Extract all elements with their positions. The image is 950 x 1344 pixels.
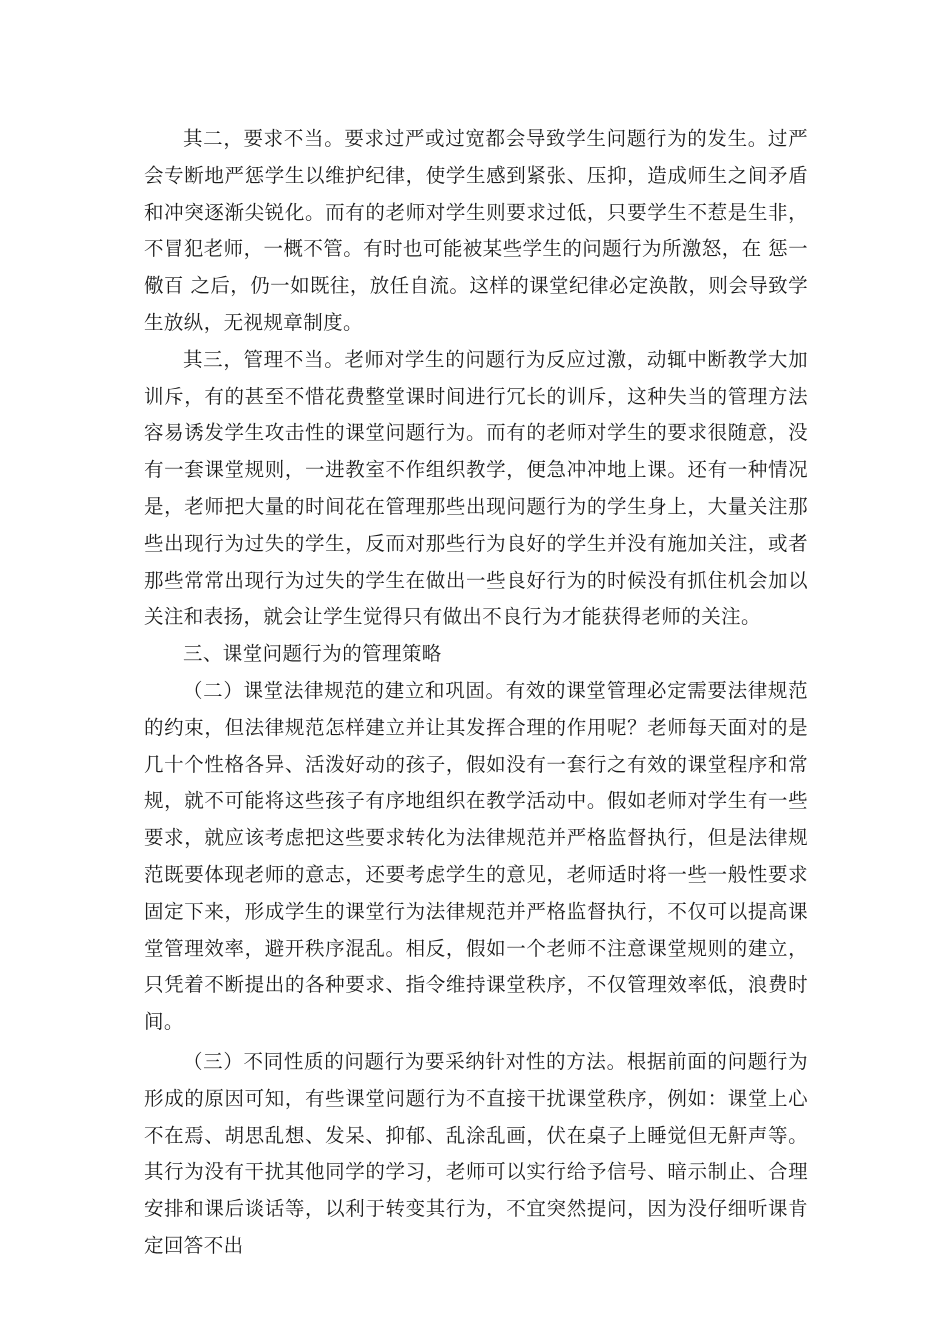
section-heading-management-strategies: 三、课堂问题行为的管理策略 xyxy=(183,642,442,666)
paragraph-targeted-methods: （三）不同性质的问题行为要采纳针对性的方法。根据前面的问题行为形成的原因可知，有些课堂问题行为不直接干扰课堂秩序，例如：课堂上心不在焉、胡思乱想、发呆、抑郁、乱涂乱画，伏在桌子上睡觉但无鼾声等。其行为没有干扰其他同学的学习，老师可以实行给予信号、暗示制止、合理安排和课后谈话等，以利于转变其行为，不宜突然提问，因为没仔细听课肯定回答不出 xyxy=(144,1049,808,1257)
paragraph-management-improper: 其三，管理不当。老师对学生的问题行为反应过激，动辄中断教学大加训斥，有的甚至不惜花费整堂课时间进行冗长的训斥，这种失当的管理方法容易诱发学生攻击性的课堂问题行为。而有的老师对学生的要求很随意，没有一套课堂规则，一进教室不作组织教学，便急冲冲地上课。还有一种情况是，老师把大量的时间花在管理那些出现问题行为的学生身上，大量关注那些出现行为过失的学生，反而对那些行为良好的学生并没有施加关注，或者那些常常出现行为过失的学生在做出一些良好行为的时候没有抓住机会加以关注和表扬，就会让学生觉得只有做出不良行为才能获得老师的关注。 xyxy=(144,347,808,629)
paragraph-requirements-improper: 其二，要求不当。要求过严或过宽都会导致学生问题行为的发生。过严会专断地严惩学生以维护纪律，使学生感到紧张、压抑，造成师生之间矛盾和冲突逐渐尖锐化。而有的老师对学生则要求过低，只要学生不惹是生非，不冒犯老师，一概不管。有时也可能被某些学生的问题行为所激怒，在 惩一儆百 之后，仍一如既往，放任自流。这样的课堂纪律必定涣散，则会导致学生放纵，无视规章制度。 xyxy=(144,127,808,334)
paragraph-classroom-rules: （二）课堂法律规范的建立和巩固。有效的课堂管理必定需要法律规范的约束，但法律规范怎样建立并让其发挥合理的作用呢？老师每天面对的是几十个性格各异、活泼好动的孩子，假如没有一套行之有效的课堂程序和常规，就不可能将这些孩子有序地组织在教学活动中。假如老师对学生有一些要求，就应该考虑把这些要求转化为法律规范并严格监督执行，但是法律规范既要体现老师的意志，还要考虑学生的意见，老师适时将一些一般性要求固定下来，形成学生的课堂行为法律规范并严格监督执行，不仅可以提高课堂管理效率，避开秩序混乱。相反，假如一个老师不注意课堂规则的建立，只凭着不断提出的各种要求、指令维持课堂秩序，不仅管理效率低，浪费时间。 xyxy=(144,678,808,1034)
document-page xyxy=(144,121,808,1265)
